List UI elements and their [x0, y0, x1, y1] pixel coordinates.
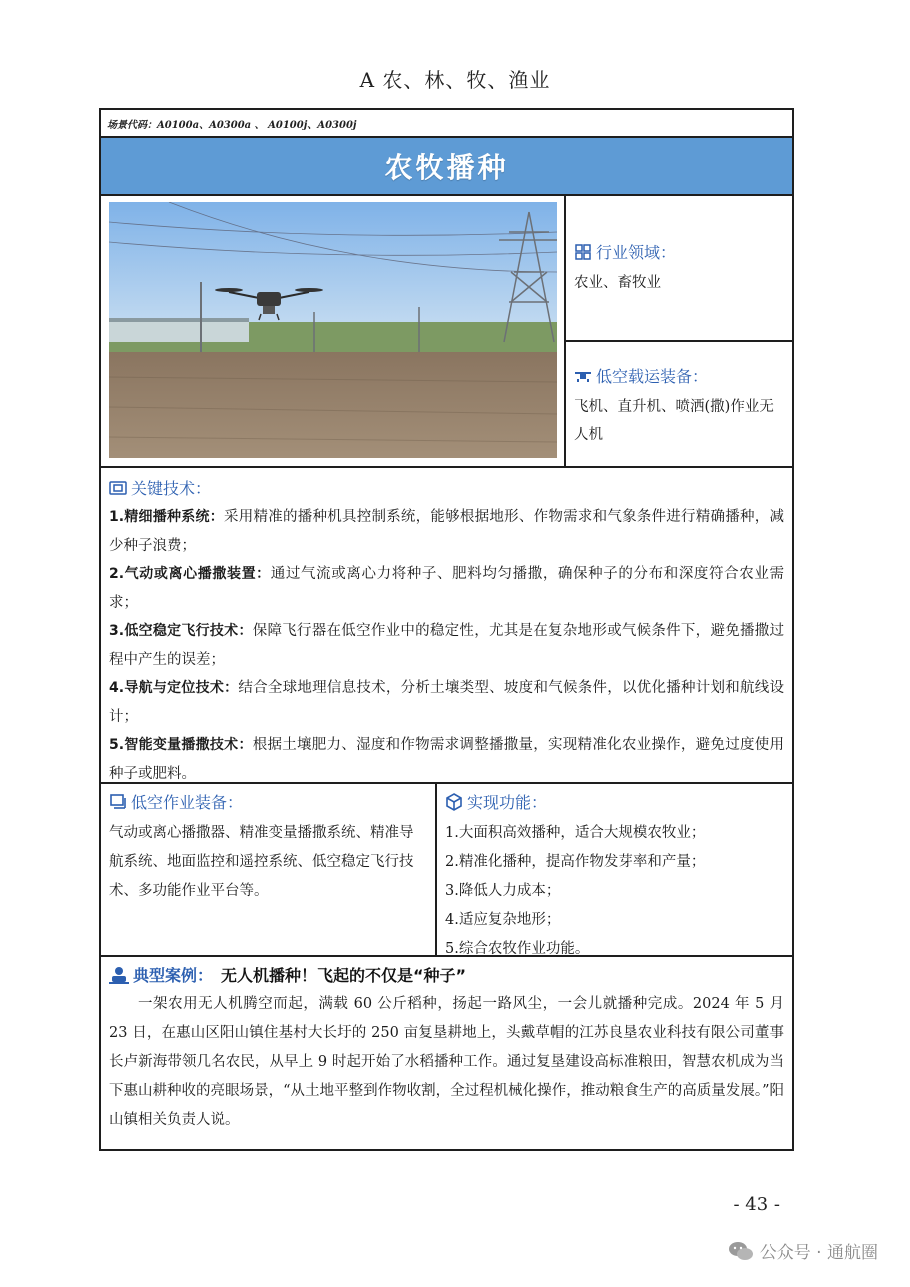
scene-code: 场景代码：A0100a、A0300a 、 A0100j、A0300j — [107, 120, 357, 131]
key-tech-section — [101, 468, 792, 784]
key-tech-heading — [109, 476, 784, 499]
operation-equipment-value: 气动或离心播撒器、精准变量播撒系统、精准导航系统、地面监控和遥控系统、低空稳定飞行技术、多功能作业平台等。 — [109, 825, 414, 899]
industry-value: 农业、畜牧业 — [574, 275, 661, 291]
chip-icon — [109, 479, 127, 497]
tech-item — [109, 674, 784, 731]
function-item: 1.大面积高效播种，适合大规模农牧业； — [445, 825, 706, 841]
industry-heading — [574, 240, 784, 263]
photo-cell — [101, 196, 566, 468]
function-item: 4.适应复杂地形； — [445, 912, 561, 928]
title-bar — [101, 136, 792, 196]
scenario-card — [99, 108, 794, 1151]
drone-photo — [109, 202, 557, 458]
tech-desc: 通过气流或离心力将种子、肥料均匀播撒，确保种子的分布和深度符合农业需求； — [109, 566, 784, 611]
case-text: 一架农用无人机腾空而起，满载 60 公斤稻种，扬起一路风尘，一会儿就播种完成。2024 年 5 月 23 日，在惠山区阳山镇住基村大长圩的 250 亩复垦耕地上，头戴草帽的江苏良垦农业科技有限公司董事长卢新海带领几名农民，从早上 9 时起开始了水稻播种工作。通过复垦建设高标准粮田，智慧农机成为当下惠山耕种收的亮眼场景，“从土地平整到作物收割，全过程机械化操作，推动粮食生产的高质量发展。”阳山镇相关负责人说。 — [109, 996, 784, 1128]
key-tech-label: 关键技术： — [131, 479, 212, 498]
industry-label: 行业领域： — [596, 243, 677, 262]
tech-term: 3.低空稳定飞行技术： — [109, 623, 253, 639]
operation-equipment-heading — [109, 790, 427, 813]
card-title: 农牧播种 — [384, 151, 509, 184]
case-title: 无人机播种！飞起的不仅是“种子” — [221, 966, 467, 985]
carrier-equipment-label: 低空载运装备： — [596, 367, 709, 386]
page-number: - 43 - — [733, 1194, 780, 1215]
industry-cell — [566, 196, 792, 342]
function-item: 5.综合农牧作业功能。 — [445, 941, 590, 957]
cube-icon — [445, 793, 463, 811]
functions-heading — [445, 790, 784, 813]
tech-item — [109, 617, 784, 674]
monitor-icon — [109, 793, 127, 811]
tech-term: 4.导航与定位技术： — [109, 680, 239, 696]
operation-equipment-label: 低空作业装备： — [131, 793, 244, 812]
case-section — [101, 957, 792, 1149]
carrier-equipment-value: 飞机、直升机、喷洒(撒)作业无人机 — [574, 399, 774, 443]
function-item: 3.降低人力成本； — [445, 883, 561, 899]
tech-desc: 采用精准的播种机具控制系统，能够根据地形、作物需求和气象条件进行精确播种，减少种子浪费； — [109, 509, 785, 554]
tech-desc: 结合全球地理信息技术，分析土壤类型、坡度和气候条件，以优化播种计划和航线设计； — [109, 680, 785, 725]
function-item: 2.精准化播种，提高作物发芽率和产量； — [445, 854, 706, 870]
watermark — [728, 1238, 878, 1263]
tech-term: 1.精细播种系统： — [109, 509, 225, 525]
functions-list — [445, 819, 784, 964]
tech-item — [109, 731, 784, 788]
grid-icon — [574, 243, 592, 261]
tech-term: 2.气动或离心播撒装置： — [109, 566, 271, 582]
wechat-icon — [728, 1240, 754, 1262]
functions-cell — [437, 784, 792, 957]
tech-desc: 保障飞行器在低空作业中的稳定性，尤其是在复杂地形或气候条件下，避免播撒过程中产生的误差； — [109, 623, 785, 668]
functions-label: 实现功能： — [467, 793, 548, 812]
tech-term: 5.智能变量播撒技术： — [109, 737, 253, 753]
carrier-equipment-cell — [566, 342, 792, 468]
watermark-text: 公众号 · 通航圈 — [759, 1243, 878, 1263]
operation-equipment-cell — [101, 784, 437, 957]
person-icon — [109, 966, 129, 984]
chapter-header: A 农、林、牧、渔业 — [359, 68, 551, 92]
tech-item — [109, 560, 784, 617]
case-heading — [109, 963, 784, 986]
drone-icon — [574, 367, 592, 385]
tech-item — [109, 503, 784, 560]
case-label: 典型案例： — [133, 966, 214, 985]
tech-desc: 根据土壤肥力、湿度和作物需求调整播撒量，实现精准化农业操作，避免过度使用种子或肥料。 — [109, 737, 785, 782]
carrier-equipment-heading — [574, 364, 784, 387]
